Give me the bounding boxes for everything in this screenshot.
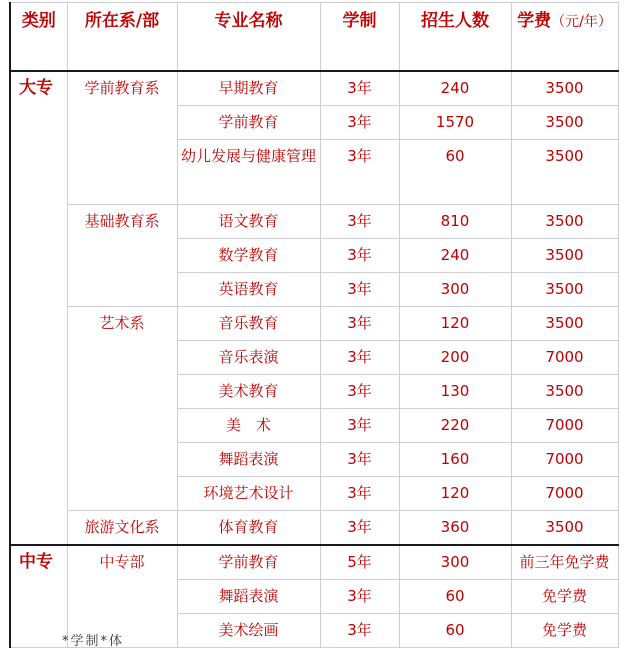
major-cell: 美 术 <box>177 408 320 442</box>
major-cell: 舞蹈表演 <box>177 579 320 613</box>
enrollment-cell: 60 <box>399 579 511 613</box>
table-row <box>10 545 618 580</box>
enrollment-cell: 120 <box>399 306 511 340</box>
major-cell: 音乐教育 <box>177 306 320 340</box>
duration-cell: 3年 <box>320 476 399 510</box>
enrollment-cell: 240 <box>399 238 511 272</box>
duration-cell: 3年 <box>320 139 399 204</box>
enrollment-cell: 200 <box>399 340 511 374</box>
department-cell: 旅游文化系 <box>67 510 177 545</box>
fee-cell: 3500 <box>511 306 618 340</box>
table-row <box>10 204 618 238</box>
duration-cell: 3年 <box>320 204 399 238</box>
header-fee <box>511 3 618 71</box>
major-cell: 音乐表演 <box>177 340 320 374</box>
fee-cell: 3500 <box>511 238 618 272</box>
duration-cell: 3年 <box>320 408 399 442</box>
table-row <box>10 306 618 340</box>
fee-cell: 3500 <box>511 510 618 545</box>
major-cell: 舞蹈表演 <box>177 442 320 476</box>
enrollment-cell: 1570 <box>399 105 511 139</box>
fee-cell: 前三年免学费 <box>511 545 618 580</box>
major-cell: 幼儿发展与健康管理 <box>177 139 320 204</box>
major-cell: 数学教育 <box>177 238 320 272</box>
fee-cell: 免学费 <box>511 613 618 647</box>
header-fee-unit: （元/年） <box>551 14 612 30</box>
department-cell: 学前教育系 <box>67 71 177 205</box>
duration-cell: 3年 <box>320 340 399 374</box>
major-cell: 语文教育 <box>177 204 320 238</box>
header-duration: 学制 <box>320 3 399 71</box>
header-major: 专业名称 <box>177 3 320 71</box>
enrollment-cell: 360 <box>399 510 511 545</box>
major-cell: 学前教育 <box>177 545 320 580</box>
fee-cell: 7000 <box>511 442 618 476</box>
major-cell: 环境艺术设计 <box>177 476 320 510</box>
major-cell: 美术绘画 <box>177 613 320 647</box>
footnote-text: *学制*体 <box>62 634 125 649</box>
fee-cell: 3500 <box>511 71 618 106</box>
enrollment-cell: 160 <box>399 442 511 476</box>
duration-cell: 3年 <box>320 306 399 340</box>
major-cell: 英语教育 <box>177 272 320 306</box>
duration-cell: 3年 <box>320 272 399 306</box>
duration-cell: 3年 <box>320 510 399 545</box>
enrollment-cell: 300 <box>399 272 511 306</box>
header-row <box>10 3 618 71</box>
duration-cell: 3年 <box>320 442 399 476</box>
duration-cell: 3年 <box>320 374 399 408</box>
header-enrollment: 招生人数 <box>399 3 511 71</box>
department-cell: 艺术系 <box>67 306 177 510</box>
enrollment-cell: 300 <box>399 545 511 580</box>
fee-cell: 3500 <box>511 374 618 408</box>
fee-cell: 7000 <box>511 408 618 442</box>
enrollment-cell: 130 <box>399 374 511 408</box>
duration-cell: 3年 <box>320 105 399 139</box>
duration-cell: 5年 <box>320 545 399 580</box>
table-row <box>10 71 618 106</box>
fee-cell: 3500 <box>511 139 618 204</box>
fee-cell: 7000 <box>511 340 618 374</box>
enrollment-cell: 240 <box>399 71 511 106</box>
enrollment-cell: 220 <box>399 408 511 442</box>
fee-cell: 7000 <box>511 476 618 510</box>
duration-cell: 3年 <box>320 579 399 613</box>
enrollment-cell: 60 <box>399 139 511 204</box>
fee-cell: 免学费 <box>511 579 618 613</box>
major-cell: 学前教育 <box>177 105 320 139</box>
header-department: 所在系/部 <box>67 3 177 71</box>
enrollment-table <box>9 2 619 648</box>
major-cell: 体育教育 <box>177 510 320 545</box>
fee-cell: 3500 <box>511 204 618 238</box>
category-cell: 中专 <box>10 545 67 648</box>
fee-cell: 3500 <box>511 272 618 306</box>
duration-cell: 3年 <box>320 71 399 106</box>
enrollment-cell: 120 <box>399 476 511 510</box>
enrollment-cell: 60 <box>399 613 511 647</box>
category-cell: 大专 <box>10 71 67 545</box>
duration-cell: 3年 <box>320 613 399 647</box>
table-row <box>10 510 618 545</box>
department-cell: 中专部 <box>67 545 177 648</box>
duration-cell: 3年 <box>320 238 399 272</box>
enrollment-cell: 810 <box>399 204 511 238</box>
header-category: 类别 <box>10 3 67 71</box>
fee-cell: 3500 <box>511 105 618 139</box>
major-cell: 早期教育 <box>177 71 320 106</box>
department-cell: 基础教育系 <box>67 204 177 306</box>
header-fee-label: 学费 <box>517 11 552 31</box>
major-cell: 美术教育 <box>177 374 320 408</box>
